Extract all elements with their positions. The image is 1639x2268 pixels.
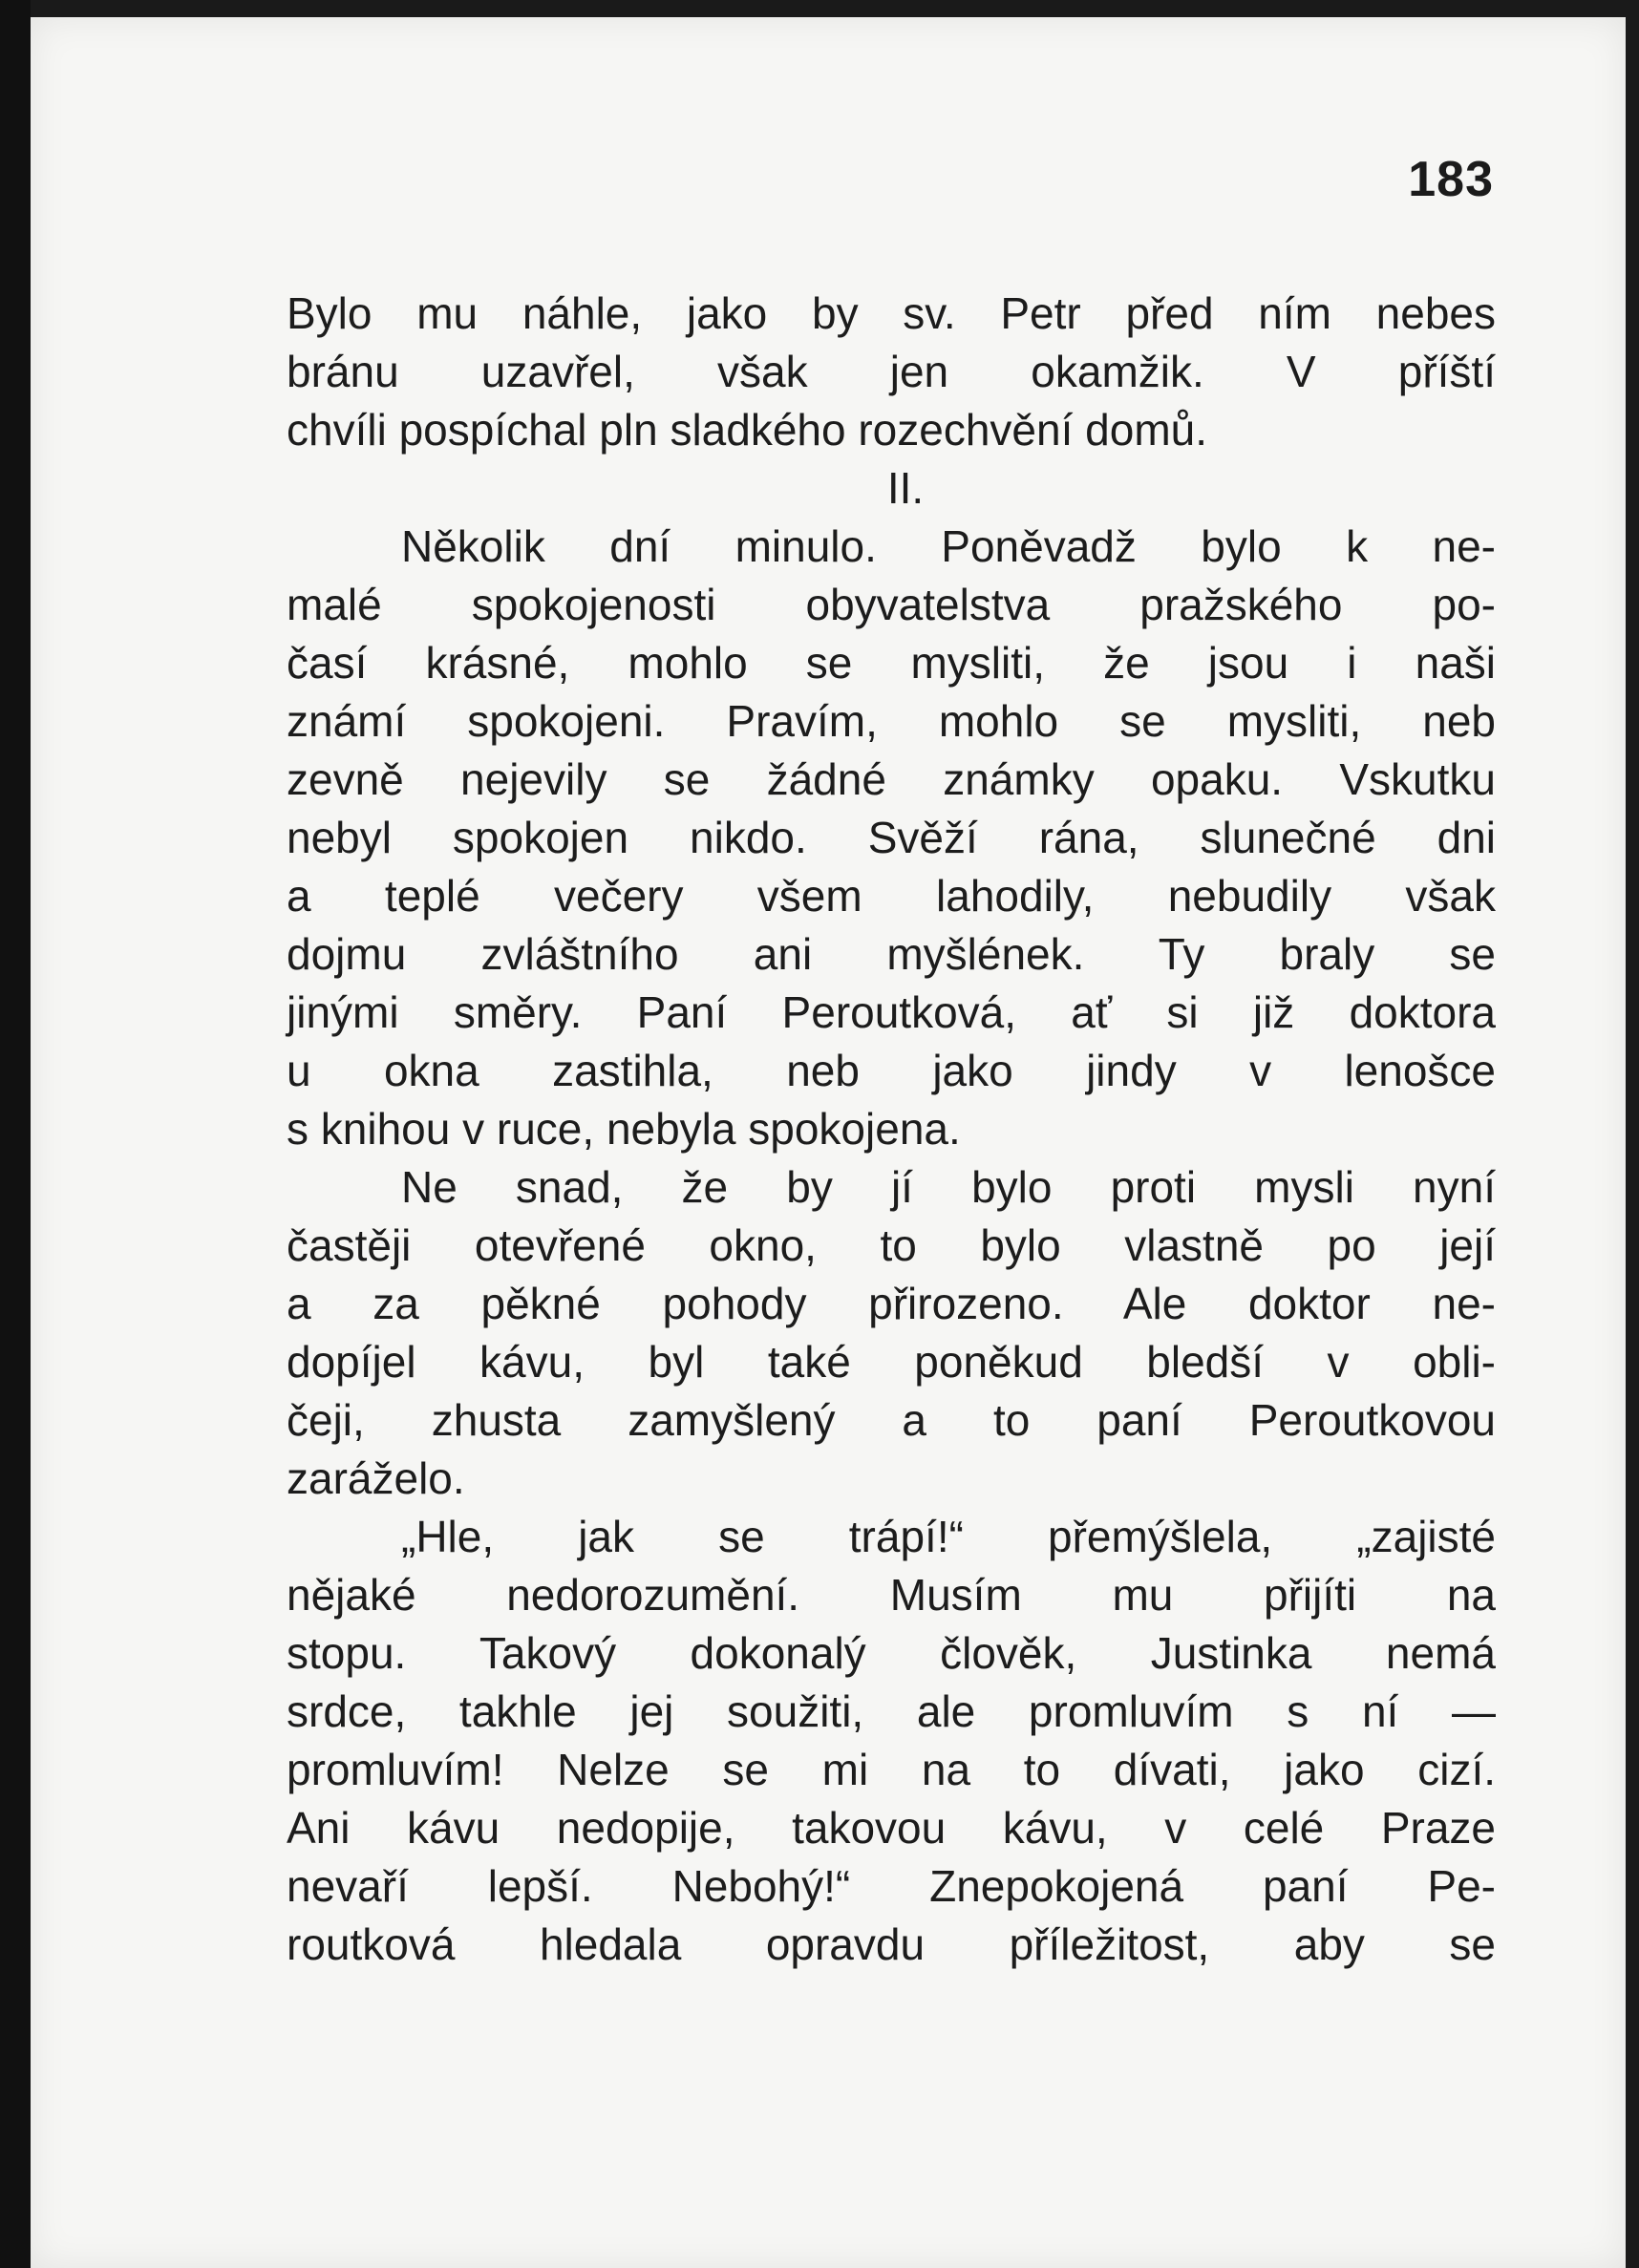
text-line: nějaké nedorozumění. Musím mu přijíti na	[287, 1570, 1496, 1620]
text-line: čeji, zhusta zamyšlený a to paní Peroutkovou	[287, 1395, 1496, 1445]
body-text	[287, 285, 1496, 1974]
paragraph-1	[287, 285, 1496, 459]
text-line: zaráželo.	[287, 1453, 465, 1503]
text-line: zevně nejevily se žádné známky opaku. Vskutku	[287, 754, 1496, 804]
text-line: routková hledala opravdu příležitost, aby se	[287, 1919, 1496, 1969]
text-line: chvíli pospíchal pln sladkého rozechvění domů.	[287, 405, 1208, 455]
text-line: „Hle, jak se trápí!“ přemýšlela, „zajisté	[401, 1512, 1496, 1561]
text-line: známí spokojeni. Pravím, mohlo se mysliti, neb	[287, 696, 1496, 746]
paragraph-3	[287, 1158, 1496, 1508]
text-line: promluvím! Nelze se mi na to dívati, jako cizí.	[287, 1745, 1496, 1794]
text-line: s knihou v ruce, nebyla spokojena.	[287, 1104, 961, 1154]
binding-edge	[0, 0, 31, 2268]
text-line: jinými směry. Paní Peroutková, ať si již doktora	[287, 987, 1496, 1037]
page-number: 183	[1408, 152, 1494, 207]
text-line: srdce, takhle jej soužiti, ale promluvím s ní —	[287, 1686, 1496, 1736]
text-line: dopíjel kávu, byl také poněkud bledší v obli-	[287, 1337, 1496, 1387]
text-line: nevaří lepší. Nebohý!“ Znepokojená paní Pe-	[287, 1861, 1496, 1911]
text-line: časí krásné, mohlo se mysliti, že jsou i naši	[287, 638, 1496, 688]
text-line: a teplé večery všem lahodily, nebudily však	[287, 871, 1496, 921]
text-line: Ne snad, že by jí bylo proti mysli nyní	[401, 1162, 1496, 1212]
text-line: nebyl spokojen nikdo. Svěží rána, slunečné dni	[287, 813, 1496, 862]
text-line: malé spokojenosti obyvatelstva pražského po-	[287, 580, 1496, 629]
text-line: Ani kávu nedopije, takovou kávu, v celé Praze	[287, 1803, 1496, 1853]
text-line: stopu. Takový dokonalý člověk, Justinka nemá	[287, 1628, 1496, 1678]
text-line: a za pěkné pohody přirozeno. Ale doktor ne-	[287, 1279, 1496, 1328]
text-line: dojmu zvláštního ani myšlének. Ty braly se	[287, 929, 1496, 979]
text-line: častěji otevřené okno, to bylo vlastně po její	[287, 1220, 1496, 1270]
paragraph-4	[287, 1508, 1496, 1974]
text-line: Několik dní minulo. Poněvadž bylo k ne-	[401, 521, 1496, 571]
paragraph-2	[287, 518, 1496, 1158]
text-line: bránu uzavřel, však jen okamžik. V příští	[287, 347, 1496, 396]
chapter-heading: II.	[886, 463, 925, 513]
text-line: Bylo mu náhle, jako by sv. Petr před ním nebes	[287, 288, 1496, 338]
text-line: u okna zastihla, neb jako jindy v lenošce	[287, 1046, 1496, 1095]
book-page	[31, 17, 1626, 2268]
